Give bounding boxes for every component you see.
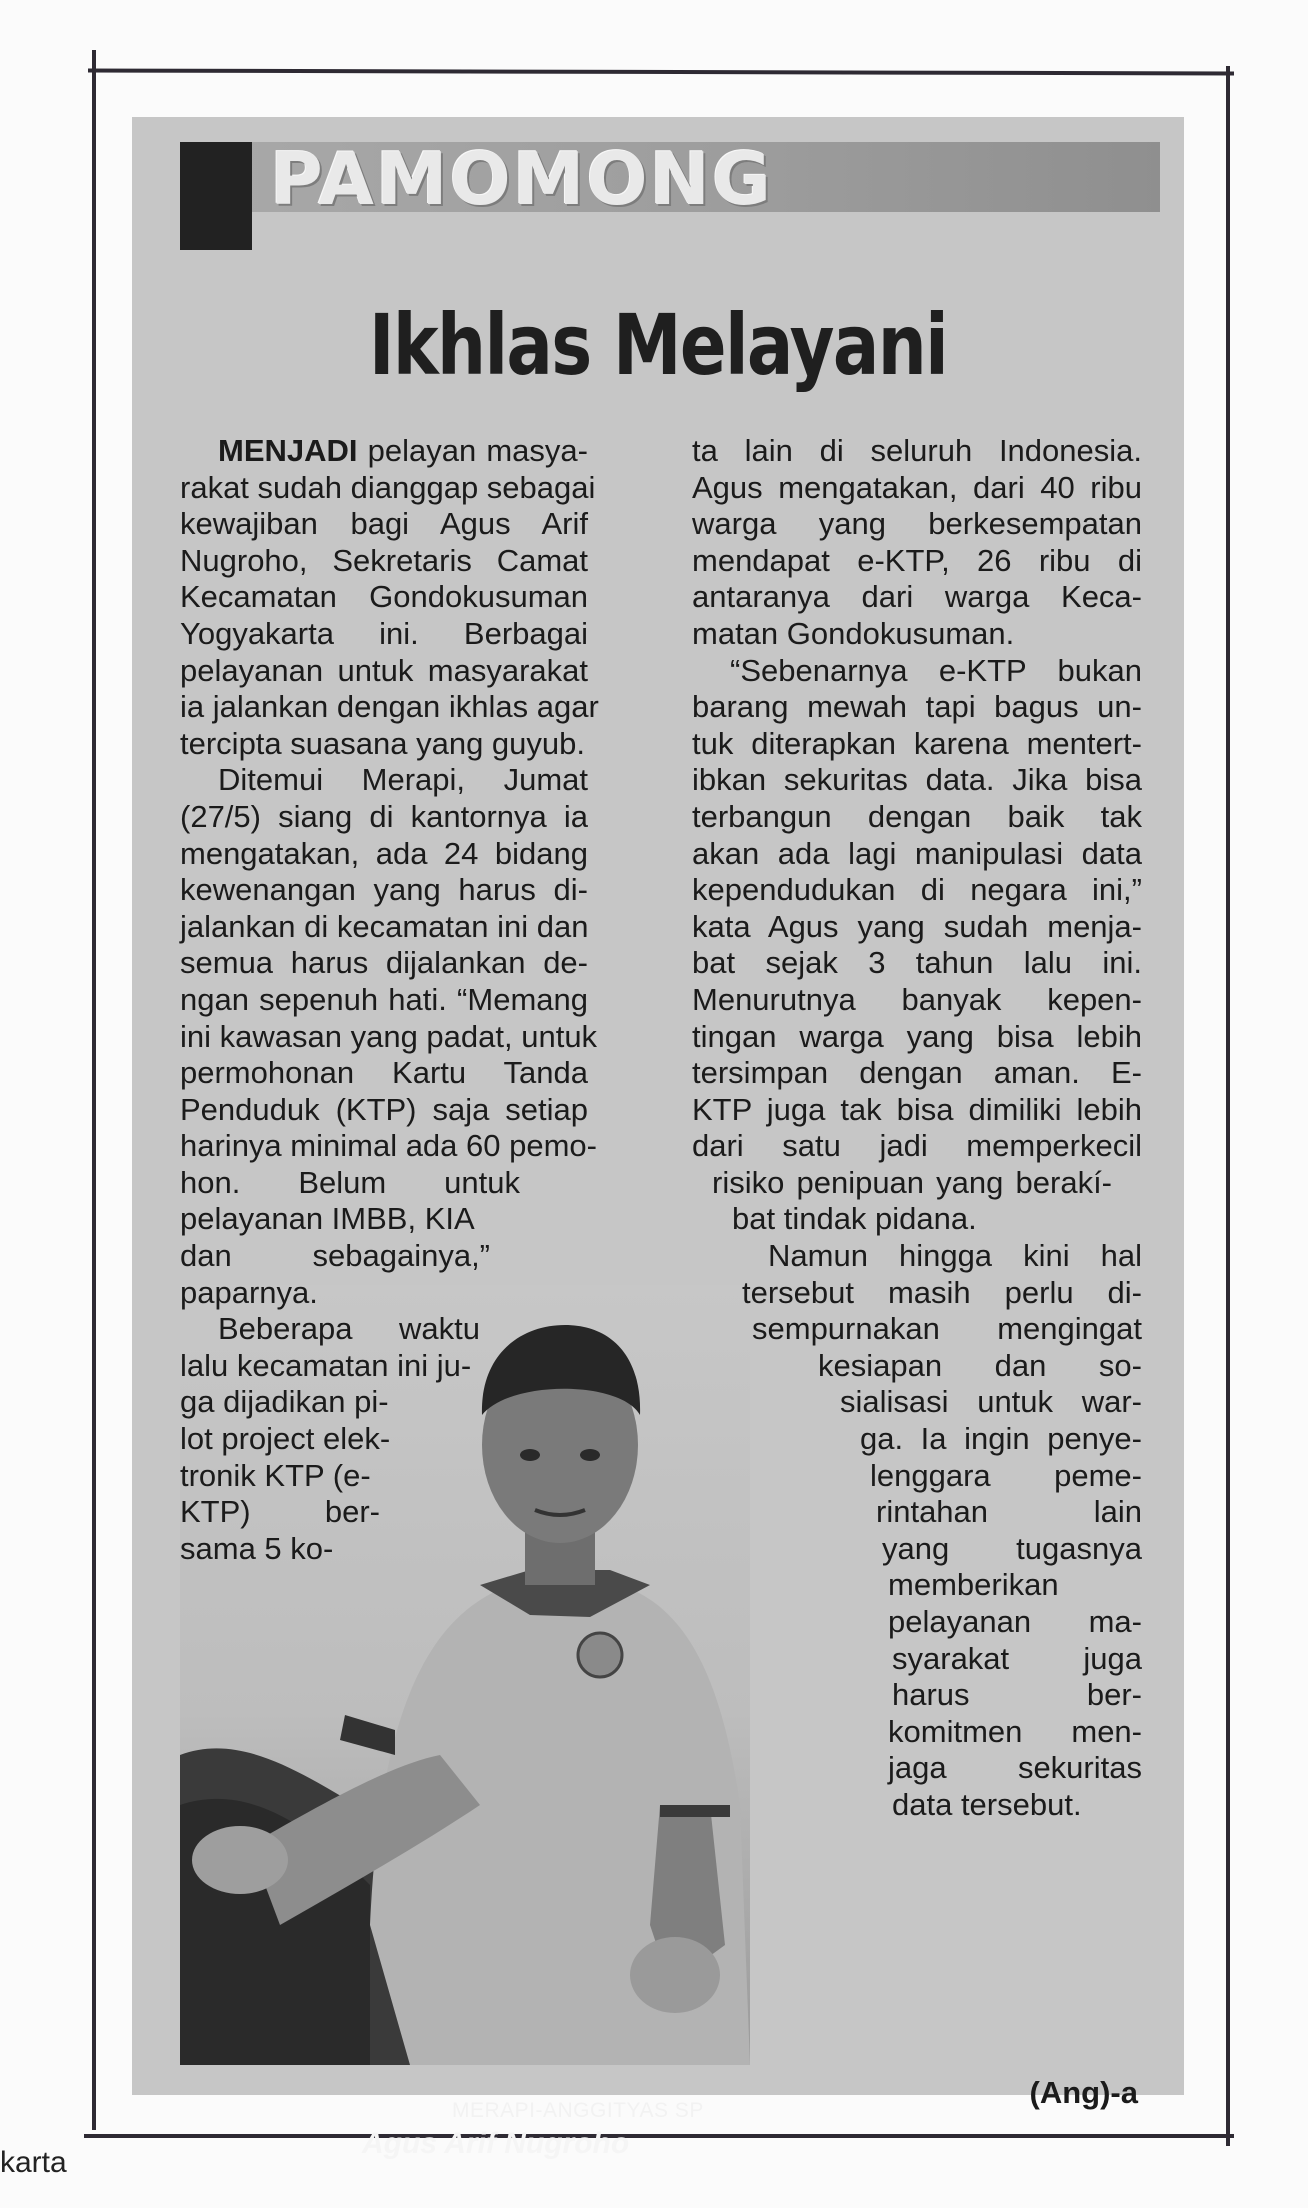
text-line: Agus mengatakan, dari 40 ribu (692, 469, 1142, 505)
text-line: tersebut masih perlu di- (742, 1274, 1142, 1310)
article-right-column (692, 433, 1142, 1824)
headline: Ikhlas Melayani (368, 296, 948, 394)
page-footer-fragment: karta (0, 2146, 67, 2179)
text-line: harus ber- (892, 1677, 1142, 1713)
text-line: bat sejak 3 tahun lalu ini. (692, 945, 1142, 981)
text-line: KTP juga tak bisa dimiliki lebih (692, 1091, 1142, 1127)
text-line: ga. Ia ingin penye- (860, 1421, 1142, 1457)
text-line: tercipta suasana yang guyub. (180, 725, 585, 761)
newspaper-clipping (132, 117, 1184, 2160)
text-line: barang mewah tapi bagus un- (692, 689, 1142, 725)
text-line: kewenangan yang harus di- (180, 872, 588, 908)
text-line: Beberapa waktu (218, 1311, 480, 1347)
text-line: pelayanan ma- (888, 1604, 1142, 1639)
text-line: rakat sudah dianggap sebagai (180, 469, 596, 505)
text-line: data tersebut. (892, 1786, 1082, 1822)
text-line: ia jalankan dengan ikhlas agar (180, 689, 599, 725)
text-line: memberikan (888, 1567, 1059, 1603)
text-line: harinya minimal ada 60 pemo- (180, 1128, 597, 1164)
text-line: ta lain di seluruh Indonesia. (692, 433, 1142, 468)
text-line: mendapat e-KTP, 26 ribu di (692, 542, 1142, 578)
scan-frame-right (1226, 66, 1230, 2146)
text-line: matan Gondokusuman. (692, 615, 1015, 651)
text-line: Yogyakarta ini. Berbagai (180, 615, 588, 651)
text-line: rintahan lain (876, 1494, 1142, 1530)
text-line: yang tugasnya (882, 1530, 1142, 1566)
text-line: permohonan Kartu Tanda (180, 1055, 588, 1091)
text-line: ngan sepenuh hati. “Memang (180, 981, 588, 1017)
text-line: akan ada lagi manipulasi data (692, 835, 1142, 871)
text-line: pelayan masya- (357, 433, 588, 468)
text-line: lot project elek- (180, 1421, 391, 1457)
author-signoff: (Ang)-a (1029, 2075, 1138, 2110)
text-line: kesiapan dan so- (818, 1347, 1142, 1383)
text-line: Menurutnya banyak kepen- (692, 981, 1142, 1017)
photo-caption: Agus Arif Nugroho (362, 2127, 630, 2160)
text-line: warga yang berkesempatan (692, 506, 1142, 542)
article-left-column (180, 433, 599, 1567)
text-line: lenggara peme- (870, 1457, 1142, 1493)
text-line: tingan warga yang bisa lebih (692, 1018, 1142, 1054)
text-line: komitmen men- (888, 1713, 1142, 1749)
scan-frame-bottom (84, 2134, 1234, 2138)
text-line: Nugroho, Sekretaris Camat (180, 542, 588, 578)
text-line: kewajiban bagi Agus Arif (180, 506, 588, 542)
text-line: ga dijadikan pi- (180, 1384, 389, 1420)
text-line: terbangun dengan baik tak (692, 798, 1142, 834)
text-line: sialisasi untuk war- (840, 1384, 1142, 1420)
text-line: pelayanan IMBB, KIA (180, 1201, 475, 1237)
text-line: ini kawasan yang padat, untuk (180, 1018, 598, 1054)
text-line: lalu kecamatan ini ju- (180, 1347, 472, 1383)
text-line: hon. Belum untuk (180, 1164, 520, 1200)
text-line: Penduduk (KTP) saja setiap (180, 1091, 588, 1127)
text-line: KTP) ber- (180, 1494, 380, 1530)
text-line: antaranya dari warga Keca- (692, 579, 1142, 615)
text-line: mengatakan, ada 24 bidang (180, 835, 588, 871)
text-line: “Sebenarnya e-KTP bukan (730, 652, 1142, 688)
text-line: semua harus dijalankan de- (180, 945, 588, 981)
section-banner-block (180, 142, 252, 250)
text-line: jaga sekuritas (888, 1750, 1142, 1786)
section-title: PAMOMONG (270, 137, 773, 221)
text-line: pelayanan untuk masyarakat (180, 652, 588, 688)
text-line: Kecamatan Gondokusuman (180, 579, 588, 615)
text-line: paparnya. (180, 1274, 318, 1310)
text-line: jalankan di kecamatan ini dan (180, 908, 589, 944)
text-line: Ditemui Merapi, Jumat (218, 762, 588, 798)
photo-credit: MERAPI-ANGGITYAS SP (452, 2099, 704, 2122)
text-line: risiko penipuan yang berakí- (712, 1164, 1112, 1200)
text-line: Namun hingga kini hal (768, 1238, 1142, 1274)
text-line: sama 5 ko- (180, 1530, 334, 1566)
text-line: sempurnakan mengingat (752, 1311, 1142, 1347)
lead-word: MENJADI (218, 433, 358, 468)
text-line: (27/5) siang di kantornya ia (180, 798, 588, 834)
text-line: tronik KTP (e- (180, 1457, 371, 1493)
scan-frame-top (88, 68, 1234, 75)
text-line: dan sebagainya,” (180, 1238, 490, 1274)
text-line: dari satu jadi memperkecil (692, 1128, 1142, 1164)
text-line: tuk diterapkan karena mentert- (692, 725, 1142, 761)
text-line: bat tindak pidana. (732, 1201, 977, 1237)
text-line: tersimpan dengan aman. E- (692, 1055, 1142, 1091)
scan-frame-left (92, 50, 96, 2130)
text-line: kependudukan di negara ini,” (692, 872, 1142, 908)
text-line: kata Agus yang sudah menja- (692, 908, 1142, 944)
text-line: ibkan sekuritas data. Jika bisa (692, 762, 1142, 798)
text-line: syarakat juga (892, 1640, 1142, 1676)
